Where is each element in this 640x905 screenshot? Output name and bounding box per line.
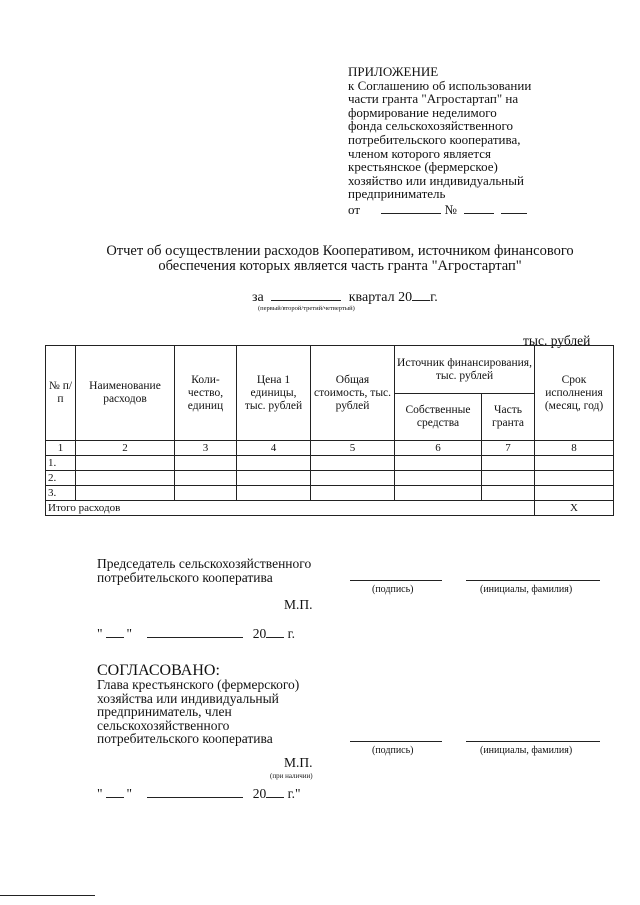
- year-prefix: 20: [252, 786, 267, 801]
- table-cell: [395, 456, 482, 471]
- table-cell: [311, 456, 395, 471]
- total-term: Х: [535, 501, 614, 516]
- period-hint: (первый/второй/третий/четвертый): [258, 305, 355, 312]
- table-cell: [311, 486, 395, 501]
- table-total-row: [46, 501, 614, 516]
- report-title: [40, 244, 640, 274]
- report-title-line: Отчет об осуществлении расходов Кооперативом, источником финансового: [106, 243, 574, 259]
- table-row: [46, 456, 614, 471]
- header-own: Собственные средства: [395, 394, 482, 441]
- total-label: Итого расходов: [46, 501, 535, 516]
- table-cell: [395, 486, 482, 501]
- table-cell: [311, 471, 395, 486]
- header-grant: Часть гранта: [482, 394, 535, 441]
- day-blank: [106, 785, 124, 798]
- header-num: № п/п: [46, 346, 76, 441]
- table-cell: [237, 456, 311, 471]
- table-cell: [535, 471, 614, 486]
- column-number: 3: [175, 441, 237, 456]
- table-cell: [175, 471, 237, 486]
- year-blank: [266, 785, 284, 798]
- agreed-line: предприниматель, член: [97, 704, 232, 719]
- chairman-name-line: [466, 580, 600, 581]
- chairman-line: потребительского кооператива: [97, 569, 273, 585]
- column-number: 1: [46, 441, 76, 456]
- table-cell: [482, 471, 535, 486]
- table-cell: [535, 456, 614, 471]
- column-number: 5: [311, 441, 395, 456]
- table-cell: [76, 456, 175, 471]
- number-blank: [464, 201, 494, 214]
- year-prefix: 20: [252, 626, 267, 641]
- period-quarter: квартал 20: [348, 290, 413, 305]
- agreed-line: потребительского кооператива: [97, 731, 273, 746]
- table-cell: [175, 486, 237, 501]
- chairman-name-caption: (инициалы, фамилия): [480, 584, 573, 595]
- appendix-line: формирование неделимого: [348, 104, 497, 120]
- chairman-signature-caption: (подпись): [372, 584, 414, 595]
- header-source: Источник финансирования, тыс. рублей: [395, 346, 535, 394]
- from-label: от: [348, 201, 361, 217]
- agreed-stamp-note: (при наличии): [270, 772, 313, 780]
- column-number: 7: [482, 441, 535, 456]
- appendix-line: потребительского кооператива,: [348, 131, 521, 147]
- table-cell: [482, 456, 535, 471]
- table-cell: [535, 486, 614, 501]
- table-row: [46, 471, 614, 486]
- row-number: 3.: [46, 486, 76, 501]
- agreed-line: Глава крестьянского (фермерского): [97, 677, 300, 692]
- appendix-line: к Соглашению об использовании: [348, 77, 532, 93]
- agreed-signature-caption: (подпись): [372, 745, 414, 756]
- header-term: Срок исполнения (месяц, год): [535, 346, 614, 441]
- header-price: Цена 1 единицы, тыс. рублей: [237, 346, 311, 441]
- table-cell: [395, 471, 482, 486]
- report-period: [252, 288, 438, 306]
- agreed-heading: СОГЛАСОВАНО:: [97, 662, 220, 679]
- month-blank: [147, 625, 243, 638]
- appendix-line: членом которого является: [348, 145, 492, 161]
- appendix-line: предприниматель: [348, 186, 446, 202]
- table-cell: [76, 471, 175, 486]
- header-name: Наименование расходов: [76, 346, 175, 441]
- day-blank: [106, 625, 124, 638]
- chairman-date: [97, 625, 295, 642]
- agreed-line: хозяйства или индивидуальный: [97, 690, 279, 706]
- quote: ": [126, 786, 133, 801]
- column-number: 2: [76, 441, 175, 456]
- chairman-line: Председатель сельскохозяйственного: [97, 556, 312, 571]
- header-qty: Коли-чество, единиц: [175, 346, 237, 441]
- appendix-date-number: [348, 201, 618, 217]
- date-blank: [381, 201, 441, 214]
- row-number: 2.: [46, 471, 76, 486]
- agreed-stamp: М.П.: [284, 755, 313, 770]
- agreed-name-caption: (инициалы, фамилия): [480, 745, 573, 756]
- quote: ": [97, 786, 103, 801]
- footnote-rule: [0, 895, 95, 896]
- period-for: за: [252, 290, 264, 305]
- chairman-title: [97, 557, 311, 584]
- table-row: [46, 486, 614, 501]
- expense-table: [45, 345, 614, 516]
- table-cell: [76, 486, 175, 501]
- quarter-blank: [271, 288, 341, 301]
- year-suffix: г.: [287, 626, 296, 641]
- table-cell: [237, 486, 311, 501]
- agreed-line: сельскохозяйственного: [97, 717, 230, 733]
- period-year-suffix: г.: [430, 290, 438, 305]
- appendix-block: [348, 65, 618, 217]
- header-total: Общая стоимость, тыс. рублей: [311, 346, 395, 441]
- month-blank: [147, 785, 243, 798]
- appendix-heading: ПРИЛОЖЕНИЕ: [348, 64, 439, 79]
- quote: ": [126, 626, 133, 641]
- table-cell: [482, 486, 535, 501]
- column-number: 6: [395, 441, 482, 456]
- row-number: 1.: [46, 456, 76, 471]
- table-cell: [175, 456, 237, 471]
- appendix-line: части гранта "Агростартап" на: [348, 91, 519, 107]
- agreed-title: [97, 678, 299, 746]
- report-title-line: обеспечения которых является часть гранта "Агростартап": [158, 258, 522, 274]
- quote: ": [97, 626, 103, 641]
- appendix-line: крестьянское (фермерское): [348, 159, 498, 175]
- table-cell: [237, 471, 311, 486]
- unit-label: тыс. рублей: [523, 333, 591, 348]
- column-number: 4: [237, 441, 311, 456]
- chairman-signature-line: [350, 580, 442, 581]
- agreed-date: [97, 785, 301, 802]
- number-label: №: [444, 201, 457, 217]
- year-blank: [266, 625, 284, 638]
- appendix-line: хозяйство или индивидуальный: [348, 172, 524, 188]
- column-number: 8: [535, 441, 614, 456]
- chairman-stamp: М.П.: [284, 597, 313, 612]
- number-blank: [501, 201, 527, 214]
- year-blank: [412, 288, 430, 301]
- appendix-line: фонда сельскохозяйственного: [348, 118, 514, 134]
- agreed-signature-line: [350, 741, 442, 742]
- agreed-name-line: [466, 741, 600, 742]
- year-suffix: г.": [287, 786, 301, 801]
